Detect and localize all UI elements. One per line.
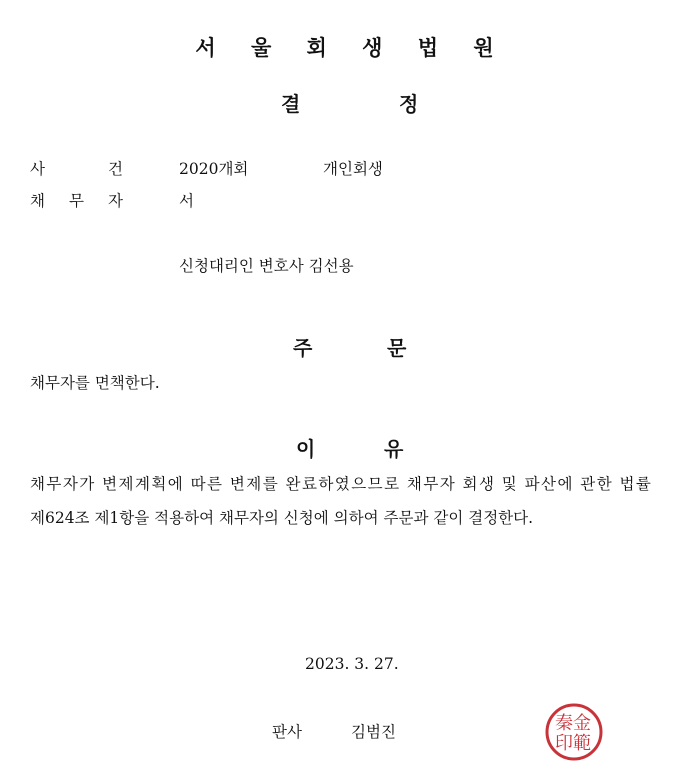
- judge-seal: [544, 702, 604, 762]
- decision-date: 2023. 3. 27.: [305, 655, 399, 673]
- debtor-label-char-1: 채: [30, 192, 45, 210]
- case-type: 개인회생: [323, 160, 383, 178]
- applicant-agent: 신청대리인 변호사 김선용: [179, 257, 354, 275]
- seal-char-4: 印: [555, 733, 573, 754]
- case-number: 2020개회: [179, 160, 249, 178]
- order-heading-char-1: 주: [293, 336, 313, 360]
- reason-text-line-2: 제624조 제1항을 적용하여 채무자의 신청에 의하여 주문과 같이 결정한다.: [30, 509, 534, 527]
- court-name: 서 울 회 생 법 원: [195, 36, 508, 60]
- order-heading-char-2: 문: [387, 336, 407, 360]
- order-text: 채무자를 면책한다.: [30, 374, 160, 392]
- debtor-label-char-3: 자: [108, 192, 123, 210]
- seal-char-3: 秦: [555, 713, 573, 734]
- seal-char-2: 範: [573, 733, 591, 754]
- reason-text-line-1: 채무자가 변제계획에 따른 변제를 완료하였으므로 채무자 회생 및 파산에 관한 법률: [30, 475, 653, 493]
- doc-type-char-2: 정: [399, 92, 419, 116]
- doc-type-char-1: 결: [281, 92, 301, 116]
- judge-name: 김범진: [351, 723, 396, 741]
- debtor-name: 서: [179, 192, 194, 210]
- debtor-label-char-2: 무: [69, 192, 84, 210]
- seal-char-1: 金: [573, 713, 591, 734]
- reason-heading-char-2: 유: [384, 437, 404, 461]
- case-label-char-1: 사: [30, 160, 45, 178]
- judge-title: 판사: [272, 723, 302, 741]
- reason-heading-char-1: 이: [296, 437, 316, 461]
- case-label-char-2: 건: [108, 160, 123, 178]
